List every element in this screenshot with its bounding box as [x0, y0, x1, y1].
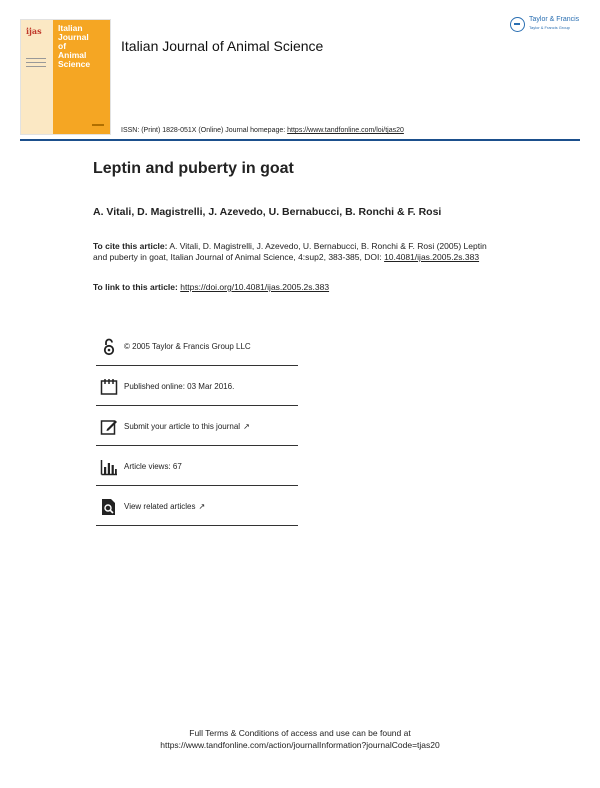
published-text: Published online: 03 Mar 2016. — [124, 382, 235, 391]
journal-cover — [21, 20, 110, 134]
link-label: To link to this article: — [93, 282, 181, 292]
issn-text: ISSN: (Print) 1828-051X (Online) Journal homepage: — [121, 127, 288, 134]
issn-line — [121, 127, 404, 134]
article-link — [93, 282, 329, 292]
views-row[interactable] — [96, 446, 298, 486]
article-title: Leptin and puberty in goat — [93, 160, 294, 177]
copyright-text: © 2005 Taylor & Francis Group LLC — [124, 342, 251, 351]
publisher-tagline: Taylor & Francis Group — [529, 25, 570, 30]
cite-text: A. Vitali, D. Magistrelli, J. Azevedo, U. Bernabucci, B. Ronchi & F. Rosi (2005) Leptin and puberty in goat, Italian Journal of Animal Science, 4:sup2, 383-385, DOI: — [93, 241, 487, 262]
journal-homepage-link[interactable]: https://www.tandfonline.com/loi/tjas20 — [287, 127, 404, 134]
article-doi-url[interactable]: https://doi.org/10.4081/ijas.2005.2s.383 — [180, 282, 330, 292]
cover-bar — [92, 124, 104, 126]
external-link-icon: ↗ — [198, 502, 206, 511]
publisher-logo[interactable] — [510, 15, 585, 35]
related-link[interactable]: View related articles ↗ — [124, 502, 206, 511]
views-text[interactable]: Article views: 67 — [124, 462, 182, 471]
cover-logo: ijas — [26, 26, 42, 36]
external-link-icon: ↗ — [243, 422, 250, 431]
publisher-name: Taylor & Francis — [529, 16, 580, 23]
doi-link[interactable]: 10.4081/ijas.2005.2s.383 — [384, 252, 480, 262]
submit-row[interactable] — [96, 406, 298, 446]
footer-line-1: Full Terms & Conditions of access and use can be found at — [189, 728, 411, 738]
copyright-row — [96, 326, 298, 366]
open-access-icon — [100, 338, 118, 356]
citation — [93, 241, 493, 263]
row-divider — [96, 525, 298, 526]
footer-terms-link[interactable]: https://www.tandfonline.com/action/journalInformation?journalCode=tjas20 — [160, 740, 440, 750]
journal-title: Italian Journal of Animal Science — [121, 38, 324, 54]
published-row — [96, 366, 298, 406]
article-authors: A. Vitali, D. Magistrelli, J. Azevedo, U. Bernabucci, B. Ronchi & F. Rosi — [93, 206, 442, 218]
cover-lines — [26, 58, 46, 78]
calendar-icon — [100, 378, 118, 396]
cite-label: To cite this article: — [93, 241, 168, 251]
cover-title: Italian Journal of Animal Science — [58, 23, 91, 69]
edit-icon — [100, 418, 118, 436]
submit-link[interactable]: Submit your article to this journal ↗ — [124, 422, 250, 431]
bar-chart-icon — [100, 458, 118, 476]
related-row[interactable] — [96, 486, 298, 526]
header-rule — [20, 139, 580, 141]
search-document-icon — [100, 498, 118, 516]
terms-footer — [0, 727, 600, 751]
publisher-logo-icon — [510, 17, 525, 32]
